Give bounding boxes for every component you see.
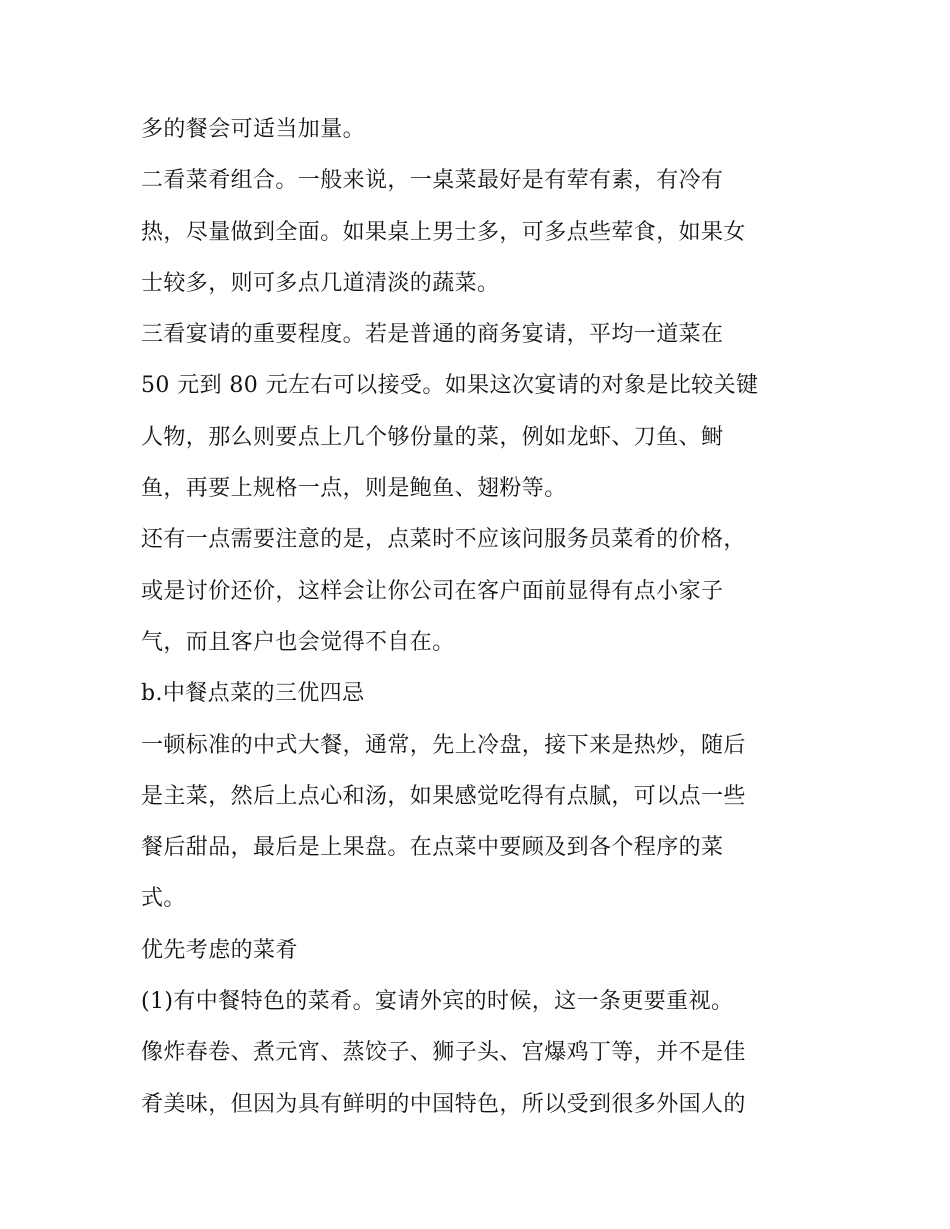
- text-line: 鱼，再要上规格一点，则是鲍鱼、翅粉等。: [141, 476, 567, 502]
- text-line: 肴美味，但因为具有鲜明的中国特色，所以受到很多外国人的: [141, 1091, 746, 1117]
- text-line: 或是讨价还价，这样会让你公司在客户面前显得有点小家子: [141, 578, 724, 604]
- text-line: 多的餐会可适当加量。: [141, 117, 366, 142]
- text-line: 是主菜，然后上点心和汤，如果感觉吃得有点腻，可以点一些: [141, 783, 746, 809]
- text-line: 热，尽量做到全面。如果桌上男士多，可多点些荤食，如果女: [141, 219, 746, 245]
- text-line: (1)有中餐特色的菜肴。宴请外宾的时候，这一条更要重视。: [141, 989, 734, 1015]
- text-line: 一顿标准的中式大餐，通常，先上冷盘，接下来是热炒，随后: [141, 732, 746, 758]
- text-line: 像炸春卷、煮元宵、蒸饺子、狮子头、宫爆鸡丁等，并不是佳: [141, 1040, 746, 1066]
- text-line: 人物，那么则要点上几个够份量的菜，例如龙虾、刀鱼、鲥: [141, 424, 724, 450]
- text-line: 士较多，则可多点几道清淡的蔬菜。: [141, 270, 500, 296]
- section-heading: b.中餐点菜的三优四忌: [141, 681, 365, 707]
- text-line: 气，而且客户也会觉得不自在。: [141, 629, 455, 655]
- text-line: 还有一点需要注意的是，点菜时不应该问服务员菜肴的价格，: [141, 527, 746, 553]
- text-line: 二看菜肴组合。一般来说，一桌菜最好是有荤有素，有冷有: [141, 168, 724, 194]
- text-line: 式。: [141, 886, 186, 912]
- text-line: 50 元到 80 元左右可以接受。如果这次宴请的对象是比较关键: [141, 373, 759, 399]
- subsection-heading: 优先考虑的菜肴: [141, 937, 298, 963]
- text-line: 三看宴请的重要程度。若是普通的商务宴请，平均一道菜在: [141, 322, 724, 348]
- text-line: 餐后甜品，最后是上果盘。在点菜中要顾及到各个程序的菜: [141, 835, 724, 861]
- body-text: [141, 108, 831, 1134]
